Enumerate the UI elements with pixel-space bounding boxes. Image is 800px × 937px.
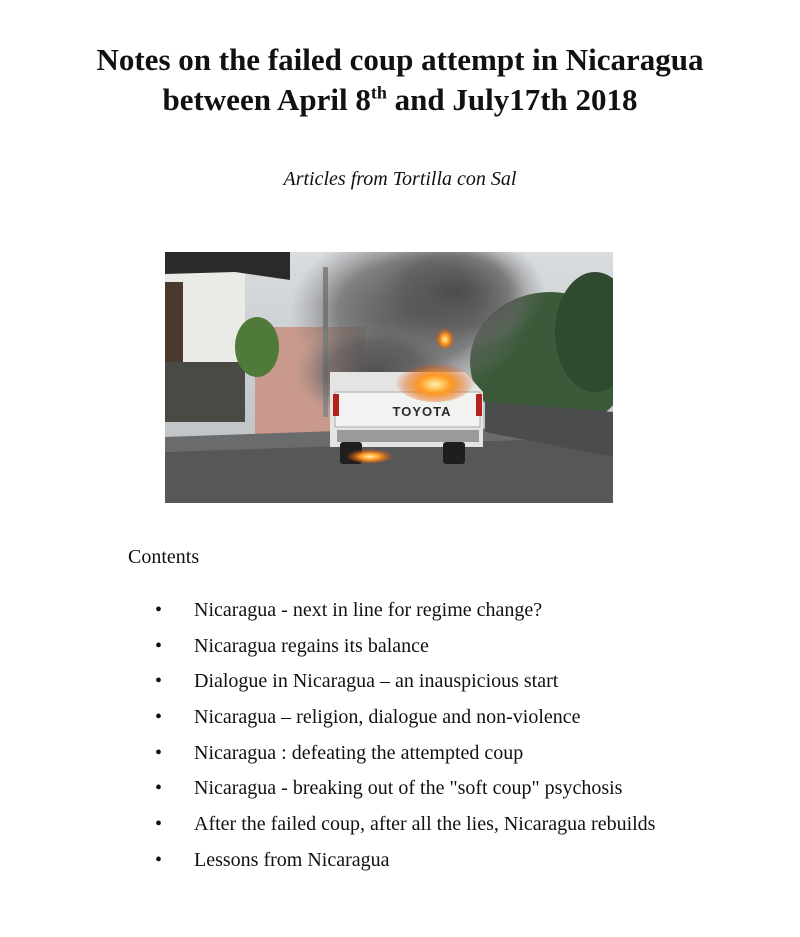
contents-item-label: Lessons from Nicaragua [194,848,390,871]
bullet-icon: • [155,813,163,836]
truck-brand-text: TOYOTA [392,404,452,419]
contents-item-label: Nicaragua – religion, dialogue and non-violence [194,706,581,729]
contents-item-label: Nicaragua : defeating the attempted coup [194,741,524,764]
burning-truck-photo [165,252,613,503]
contents-item-label: Dialogue in Nicaragua – an inauspicious start [194,670,559,693]
title-line-2-start: between April 8 [162,82,371,117]
title-line-1: Notes on the failed coup attempt in Nicaragua [96,42,704,77]
bullet-icon: • [155,848,163,871]
bullet-icon: • [155,706,163,729]
bullet-icon: • [155,777,163,800]
bullet-icon: • [155,670,163,693]
contents-item-label: Nicaragua - breaking out of the "soft coup" psychosis [194,777,623,800]
title-line-2-end: and July17th 2018 [386,82,638,117]
contents-heading: Contents [128,546,200,568]
bullet-icon: • [155,599,163,621]
bullet-icon: • [155,634,163,657]
document-subtitle: Articles from Tortilla con Sal [283,168,517,190]
contents-item-label: Nicaragua regains its balance [194,634,429,657]
bullet-icon: • [155,741,163,764]
contents-item-label: Nicaragua - next in line for regime change? [194,599,543,621]
document-title [0,40,800,120]
contents-item-label: After the failed coup, after all the lies, Nicaragua rebuilds [194,813,656,836]
title-superscript: th [370,82,387,103]
